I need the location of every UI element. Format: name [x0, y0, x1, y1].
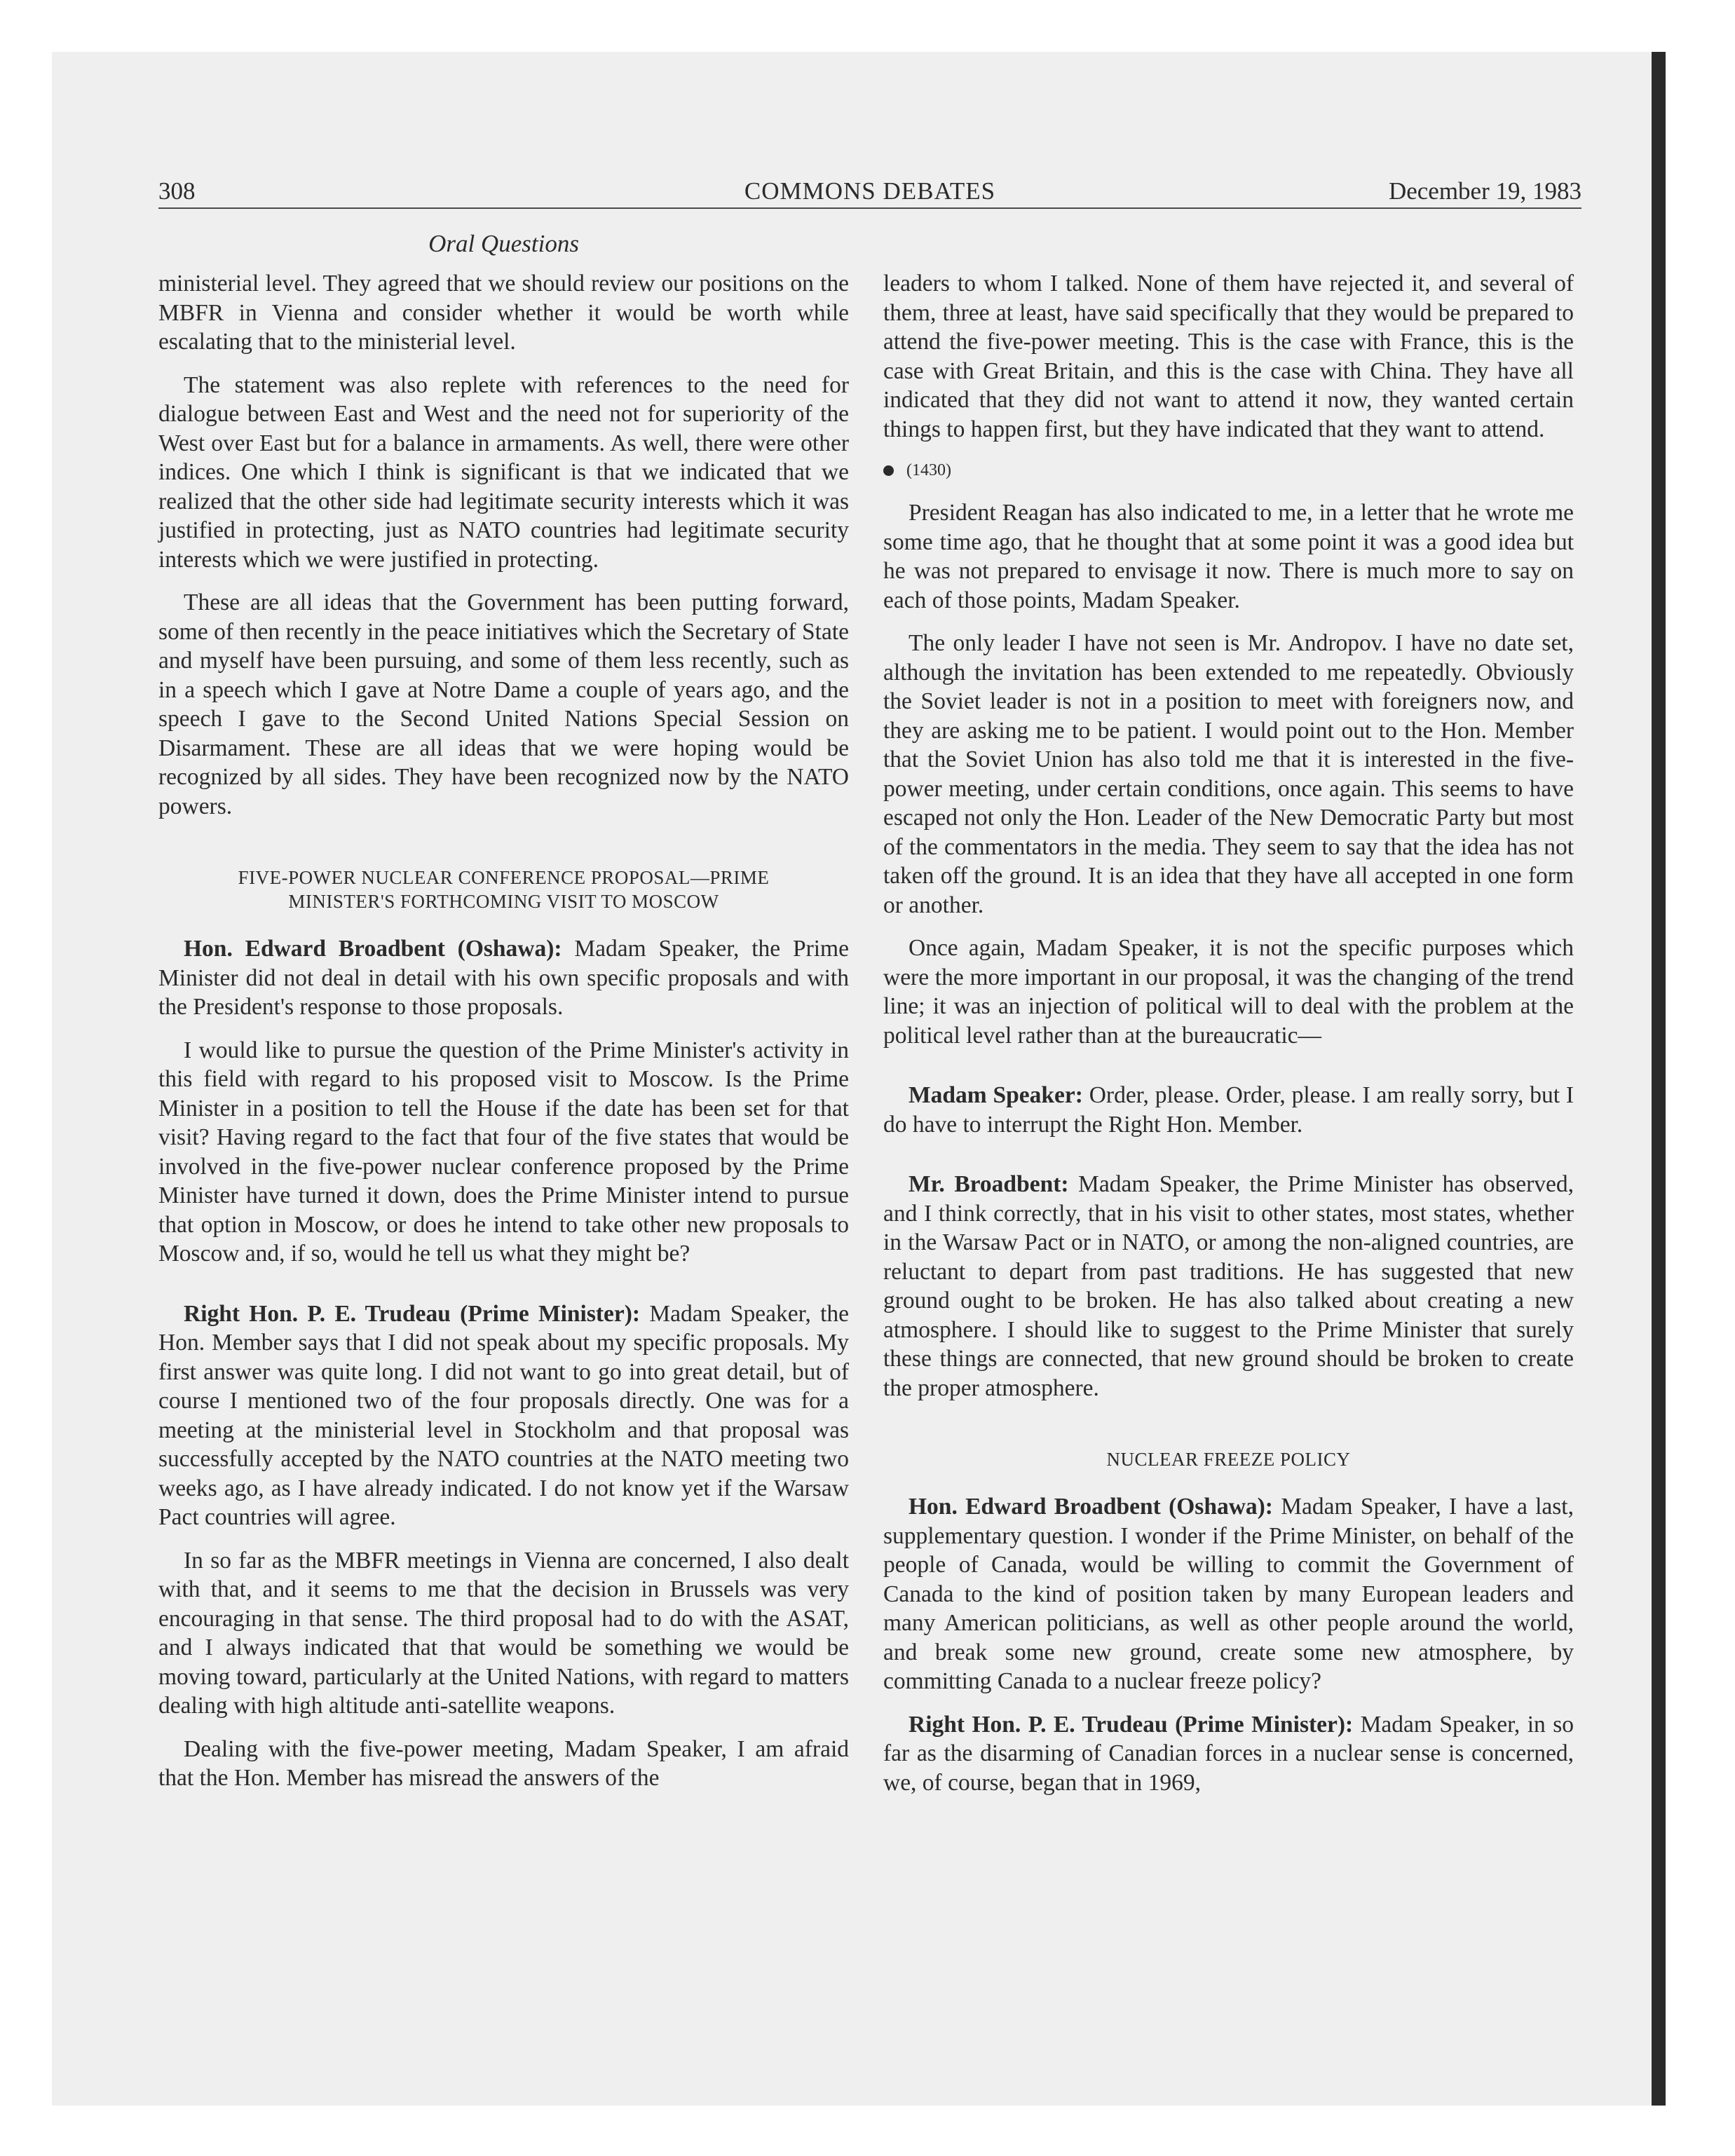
speech-text: Madam Speaker, the Prime Minister has observed, and I think correctly, that in his visit to other states, most states, whether in the Warsaw Pact or in NATO, or among the non-aligned countries, are reluctant to depart from past traditions. He has suggested that new ground ought to be broken. He has also talked about creating a new atmosphere. I should like to suggest to the Prime Minister that surely these things are connected, that new ground should be broken to create the proper atmosphere. — [883, 1171, 1574, 1401]
paragraph: These are all ideas that the Government has been putting forward, some of then recently in the peace initiatives which the Secretary of State and myself have been pursuing, and some of them less recently, such as in a speech which I gave at Notre Dame a couple of years ago, and the speech I gave to the Second United Nations Special Session on Disarmament. These are all ideas that we were hoping would be recognized by all sides. They have been recognized now by the NATO powers. — [158, 589, 849, 819]
speech-paragraph — [883, 1081, 1574, 1139]
speech-paragraph — [883, 1492, 1574, 1696]
speech-text: Madam Speaker, the Prime Minister did not deal in detail with his own specific proposals and with the President's response to those proposals. — [158, 936, 849, 1020]
speech-text: Order, please. Order, please. I am really sorry, but I do have to interrupt the Right Hon. Member. — [883, 1082, 1574, 1138]
subheading-line: NUCLEAR FREEZE POLICY — [1106, 1449, 1351, 1470]
bullet-icon — [883, 465, 894, 476]
section-title: Oral Questions — [428, 230, 579, 257]
paragraph: Once again, Madam Speaker, it is not the specific purposes which were the more important in our proposal, it was the changing of the trend line; it was an injection of political will to deal with the problem at the political level rather than at the bureaucratic— — [883, 935, 1574, 1049]
speaker-name: Right Hon. P. E. Trudeau (Prime Minister): — [184, 1300, 641, 1327]
speech-paragraph — [883, 1170, 1574, 1403]
right-column — [883, 269, 1574, 1811]
time-marker-text: (1430) — [906, 461, 951, 479]
speaker-name: Madam Speaker: — [909, 1082, 1083, 1108]
scan-edge-bar — [1652, 52, 1666, 2106]
speaker-name: Hon. Edward Broadbent (Oshawa): — [184, 936, 562, 962]
page-header — [158, 175, 1581, 209]
paragraph: President Reagan has also indicated to me, in a letter that he wrote me some time ago, that he thought that at some point it was a good idea but he was not prepared to envisage it now. There is much more to say on each of those points, Madam Speaker. — [883, 500, 1574, 613]
speech-text: Madam Speaker, I have a last, supplementary question. I wonder if the Prime Minister, on behalf of the people of Canada, would be willing to commit the Government of Canada to the kind of position taken by many European leaders and many American politicians, as well as other people around the world, and break some new ground, create some new atmosphere, by committing Canada to a nuclear freeze policy? — [883, 1494, 1574, 1694]
subheading-line: FIVE-POWER NUCLEAR CONFERENCE PROPOSAL—PRIME — [238, 867, 770, 888]
paragraph: In so far as the MBFR meetings in Vienna are concerned, I also dealt with that, and it seems to me that the decision in Brussels was very encouraging in that sense. The third proposal had to do with the ASAT, and I always indicated that that would be something we would be moving toward, particularly at the United Nations, with regard to matters dealing with high altitude anti-satellite weapons. — [158, 1547, 849, 1719]
paragraph: The statement was also replete with references to the need for dialogue between East and West and the need not for superiority of the West over East but for a balance in armaments. As well, there were other indices. One which I think is significant is that we indicated that we realized that the other side had legitimate security interests which it was justified in protecting, just as NATO countries had legitimate security interests which we were justified in protecting. — [158, 371, 849, 573]
speech-paragraph — [883, 1710, 1574, 1798]
time-marker — [883, 458, 1574, 483]
subheading-nuclear-freeze — [883, 1447, 1574, 1471]
paragraph: The only leader I have not seen is Mr. Andropov. I have no date set, although the invitation has been extended to me repeatedly. Obviously the Soviet leader is not in a position to meet with foreigners now, and they are asking me to be patient. I would point out to the Hon. Member that the Soviet Union has also told me that it is interested in the five-power meeting, under certain conditions, once again. This seems to have escaped not only the Hon. Leader of the New Democratic Party but most of the commentators in the media. They seem to say that the idea has not taken off the ground. It is an idea that they have all accepted in one form or another. — [883, 630, 1574, 918]
subheading-line: MINISTER'S FORTHCOMING VISIT TO MOSCOW — [288, 891, 719, 912]
paragraph: leaders to whom I talked. None of them have rejected it, and several of them, three at least, have said specifically that they would be prepared to attend the five-power meeting. This is the case with France, this is the case with Great Britain, and this is the case with China. They have all indicated that they did not want to attend it now, they wanted certain things to happen first, but they have indicated that they want to attend. — [883, 271, 1574, 442]
publication-title: COMMONS DEBATES — [744, 177, 996, 205]
paragraph: ministerial level. They agreed that we should review our positions on the MBFR in Vienna and consider whether it would be worth while escalating that to the ministerial level. — [158, 271, 849, 355]
paragraph: Dealing with the five-power meeting, Madam Speaker, I am afraid that the Hon. Member has misread the answers of the — [158, 1735, 849, 1791]
subheading-five-power — [158, 866, 849, 913]
page-number: 308 — [158, 177, 196, 205]
speaker-name: Right Hon. P. E. Trudeau (Prime Minister): — [909, 1711, 1354, 1738]
speaker-name: Mr. Broadbent: — [909, 1171, 1069, 1197]
paragraph: I would like to pursue the question of the Prime Minister's activity in this field with regard to his proposed visit to Moscow. Is the Prime Minister in a position to tell the House if the date has been set for that visit? Having regard to the fact that four of the five states that would be involved in the five-power nuclear conference proposed by the Prime Minister have turned it down, does the Prime Minister intend to pursue that option in Moscow, or does he intend to take other new proposals to Moscow and, if so, would he tell us what they might be? — [158, 1037, 849, 1267]
publication-date: December 19, 1983 — [1388, 177, 1581, 205]
speech-paragraph — [158, 1299, 849, 1532]
speech-text: Madam Speaker, in so far as the disarming of Canadian forces in a nuclear sense is concerned, we, of course, began that in 1969, — [883, 1711, 1574, 1796]
left-column — [158, 269, 849, 1807]
speech-paragraph — [158, 934, 849, 1022]
speech-text: Madam Speaker, the Hon. Member says that I did not speak about my specific proposals. My first answer was quite long. I did not want to go into great detail, but of course I mentioned two of the four proposals directly. One was for a meeting at the ministerial level in Stockholm and that proposal was successfully accepted by the NATO countries at the NATO meeting two weeks ago, as I have already indicated. I do not know yet if the Warsaw Pact countries will agree. — [158, 1300, 849, 1530]
speaker-name: Hon. Edward Broadbent (Oshawa): — [909, 1494, 1273, 1520]
